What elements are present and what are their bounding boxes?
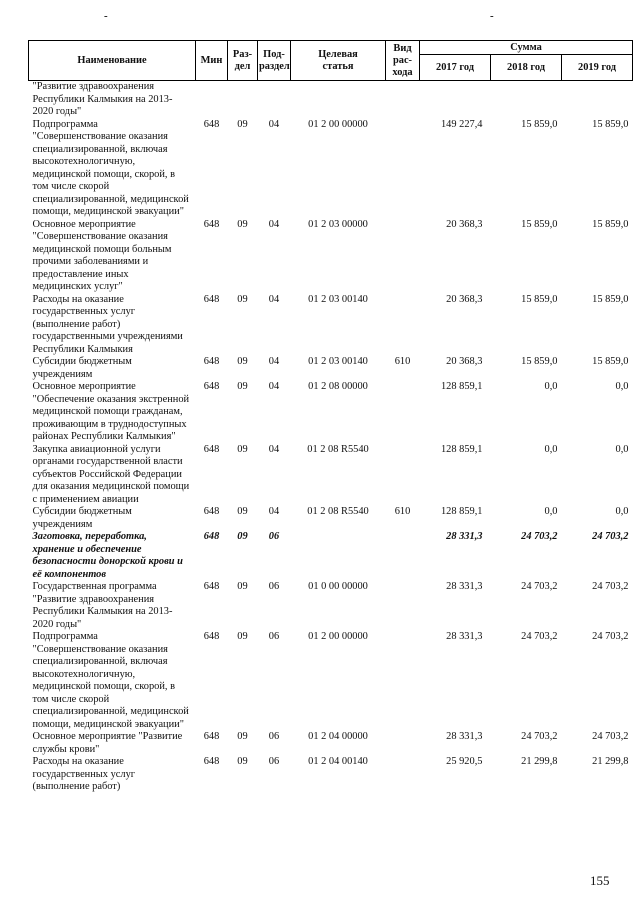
- row-target-article: 01 2 08 R5540: [307, 443, 369, 455]
- row-expense-type: [386, 756, 420, 794]
- row-razdel: [228, 81, 258, 119]
- row-podrazdel: [258, 81, 291, 119]
- row-podrazdel: 04: [268, 356, 280, 367]
- budget-table: [28, 40, 633, 794]
- row-name: Расходы на оказание государственных услуг (выполнение работ): [32, 756, 136, 792]
- row-razdel: 09: [237, 506, 248, 517]
- row-sum-2018: 24 703,2: [521, 631, 558, 642]
- row-name: Субсидии бюджетным учреждениям: [32, 356, 132, 380]
- row-expense-type: [386, 444, 420, 507]
- table-row: [29, 81, 633, 119]
- row-sum-2017: 20 368,3: [446, 293, 483, 305]
- row-expense-type: 610: [394, 506, 411, 517]
- row-sum-2019: 15 859,0: [592, 293, 629, 305]
- row-sum-2017: 28 331,3: [446, 531, 483, 542]
- row-target-article: 01 2 08 00000: [308, 381, 368, 392]
- row-sum-2019: 15 859,0: [592, 118, 629, 130]
- row-podrazdel: 04: [268, 218, 280, 230]
- row-sum-2018: 15 859,0: [521, 118, 558, 130]
- table-row: [29, 381, 633, 444]
- row-podrazdel: 04: [268, 506, 280, 517]
- row-min: 648: [203, 443, 220, 455]
- row-razdel: 09: [237, 356, 248, 367]
- row-razdel: 09: [237, 443, 248, 455]
- header-year-2017: 2017 год: [420, 55, 491, 81]
- row-sum-2019: 15 859,0: [592, 356, 629, 367]
- row-sum-2018: 24 703,2: [521, 731, 558, 742]
- row-sum-2017: 20 368,3: [446, 356, 483, 367]
- row-name: Подпрограмма "Совершенствование оказания специализированной, включая высокотехнологичную, медицинской помощи, скорой, в том числе скорой специализированной, медицинской помощи, медицинской эвакуации": [32, 631, 189, 730]
- row-sum-2018: 0,0: [544, 506, 558, 517]
- row-min: 648: [203, 218, 220, 230]
- row-podrazdel: 06: [268, 731, 280, 742]
- row-sum-2019: 21 299,8: [592, 756, 629, 767]
- table-row: [29, 756, 633, 794]
- row-sum-2018: 15 859,0: [521, 218, 558, 230]
- row-target-article: 01 2 00 00000: [308, 631, 368, 642]
- row-target-article: 01 2 03 00140: [308, 293, 368, 305]
- row-target-article: 01 2 08 R5540: [307, 506, 369, 517]
- row-razdel: 09: [237, 756, 248, 767]
- row-min: 648: [203, 581, 220, 592]
- row-podrazdel: 06: [268, 631, 280, 642]
- row-sum-2019: 24 703,2: [592, 731, 629, 742]
- header-celevaya: Целевая статья: [291, 41, 386, 81]
- row-min: 648: [203, 531, 220, 542]
- row-min: 648: [203, 756, 220, 767]
- row-expense-type: [386, 531, 420, 581]
- row-expense-type: [386, 381, 420, 444]
- header-razdel: Раз- дел: [228, 41, 258, 81]
- row-podrazdel: 04: [268, 443, 280, 455]
- header-podrazdel: Под- раздел: [258, 41, 291, 81]
- row-podrazdel: 04: [268, 381, 280, 392]
- row-sum-2019: 0,0: [615, 443, 629, 455]
- row-name: Заготовка, переработка, хранение и обеспечение безопасности донорской крови и её компонентов: [32, 531, 183, 580]
- row-target-article: 01 2 03 00000: [308, 218, 368, 230]
- top-mark-left: -: [104, 10, 108, 22]
- row-name: Основное мероприятие "Совершенствование оказания медицинской помощи больным прочими заболеваниями и предоставление иных медицинских услуг": [32, 218, 172, 292]
- table-row: [29, 531, 633, 581]
- row-name: Подпрограмма "Совершенствование оказания специализированной, включая высокотехнологичную, медицинской помощи, скорой, в том числе скорой специализированной, медицинской помощи, медицинской эвакуации": [32, 118, 189, 217]
- header-min: Мин: [196, 41, 228, 81]
- row-min: 648: [203, 381, 220, 392]
- row-target-article: 01 2 04 00140: [308, 756, 368, 767]
- row-min: 648: [203, 631, 220, 642]
- row-name: Государственная программа "Развитие здравоохранения Республики Калмыкия на 2013-2020 годы": [32, 581, 173, 630]
- row-target-article: [291, 81, 386, 119]
- table-row: [29, 631, 633, 731]
- table-row: [29, 506, 633, 531]
- row-target-article: [291, 531, 386, 581]
- row-target-article: 01 2 03 00140: [308, 356, 368, 367]
- row-sum-2017: 128 859,1: [440, 443, 483, 455]
- row-podrazdel: 06: [268, 531, 280, 542]
- row-min: 648: [203, 293, 220, 305]
- row-expense-type: [386, 631, 420, 731]
- row-target-article: 01 2 04 00000: [308, 731, 368, 742]
- row-sum-2019: 24 703,2: [592, 531, 629, 542]
- row-expense-type: [386, 119, 420, 219]
- row-sum-2018: 15 859,0: [521, 356, 558, 367]
- row-sum-2017: 20 368,3: [446, 218, 483, 230]
- row-podrazdel: 04: [268, 118, 280, 130]
- row-sum-2019: [562, 81, 633, 119]
- table-row: [29, 581, 633, 631]
- table-row: [29, 219, 633, 294]
- header-year-2018: 2018 год: [491, 55, 562, 81]
- row-sum-2017: [420, 81, 491, 119]
- row-sum-2017: 28 331,3: [446, 581, 483, 592]
- table-row: [29, 119, 633, 219]
- table-body: [29, 81, 633, 794]
- row-name: Основное мероприятие "Развитие службы крови": [32, 731, 183, 755]
- row-target-article: 01 2 00 00000: [308, 118, 368, 130]
- row-sum-2019: 15 859,0: [592, 218, 629, 230]
- row-sum-2018: [491, 81, 562, 119]
- row-sum-2019: 24 703,2: [592, 581, 629, 592]
- table-row: [29, 294, 633, 357]
- row-min: 648: [203, 356, 220, 367]
- row-target-article: 01 0 00 00000: [308, 581, 368, 592]
- header-vid: Вид рас- хода: [386, 41, 420, 81]
- row-expense-type: [386, 581, 420, 631]
- row-sum-2017: 25 920,5: [446, 756, 483, 767]
- header-year-2019: 2019 год: [562, 55, 633, 81]
- row-sum-2018: 0,0: [544, 381, 558, 392]
- row-razdel: 09: [237, 731, 248, 742]
- row-name: Субсидии бюджетным учреждениям: [32, 506, 132, 530]
- row-sum-2019: 0,0: [615, 381, 629, 392]
- row-sum-2019: 24 703,2: [592, 631, 629, 642]
- row-min: 648: [203, 118, 220, 130]
- row-sum-2017: 28 331,3: [446, 631, 483, 642]
- row-name: Закупка авиационной услуги органами государственной власти субъектов Российской Федерации для оказания медицинской помощи с применением авиации: [32, 443, 190, 505]
- row-expense-type: [386, 731, 420, 756]
- row-sum-2018: 24 703,2: [521, 531, 558, 542]
- table-row: [29, 356, 633, 381]
- row-expense-type: [386, 219, 420, 294]
- row-sum-2018: 24 703,2: [521, 581, 558, 592]
- row-razdel: 09: [237, 531, 248, 542]
- row-razdel: 09: [237, 381, 248, 392]
- row-razdel: 09: [237, 581, 248, 592]
- row-expense-type: [386, 294, 420, 357]
- row-podrazdel: 06: [268, 581, 280, 592]
- header-summa: Сумма: [420, 41, 633, 55]
- table-row: [29, 731, 633, 756]
- row-expense-type: 610: [394, 356, 411, 367]
- row-expense-type: [386, 81, 420, 119]
- row-min: [196, 81, 228, 119]
- row-razdel: 09: [237, 631, 248, 642]
- row-sum-2019: 0,0: [615, 506, 629, 517]
- row-sum-2017: 128 859,1: [440, 506, 483, 517]
- row-razdel: 09: [237, 118, 248, 130]
- row-sum-2017: 28 331,3: [446, 731, 483, 742]
- row-name: Основное мероприятие "Обеспечение оказания экстренной медицинской помощи гражданам, проживающим в труднодоступных районах Республики Калмыкия": [32, 381, 190, 442]
- row-name: "Развитие здравоохранения Республики Калмыкия на 2013-2020 годы": [32, 81, 173, 117]
- row-sum-2017: 128 859,1: [440, 381, 483, 392]
- row-razdel: 09: [237, 293, 248, 305]
- header-name: Наименование: [29, 41, 196, 81]
- table-row: [29, 444, 633, 507]
- row-min: 648: [203, 731, 220, 742]
- row-sum-2018: 21 299,8: [521, 756, 558, 767]
- row-sum-2018: 15 859,0: [521, 293, 558, 305]
- row-podrazdel: 06: [268, 756, 280, 767]
- row-sum-2017: 149 227,4: [440, 118, 483, 130]
- row-min: 648: [203, 506, 220, 517]
- row-sum-2018: 0,0: [544, 443, 558, 455]
- row-podrazdel: 04: [268, 293, 280, 305]
- row-razdel: 09: [237, 218, 248, 230]
- page-number: 155: [590, 873, 610, 888]
- top-mark-right: -: [490, 10, 494, 22]
- row-name: Расходы на оказание государственных услуг (выполнение работ) государственными учреждениями Республики Калмыкия: [32, 293, 183, 355]
